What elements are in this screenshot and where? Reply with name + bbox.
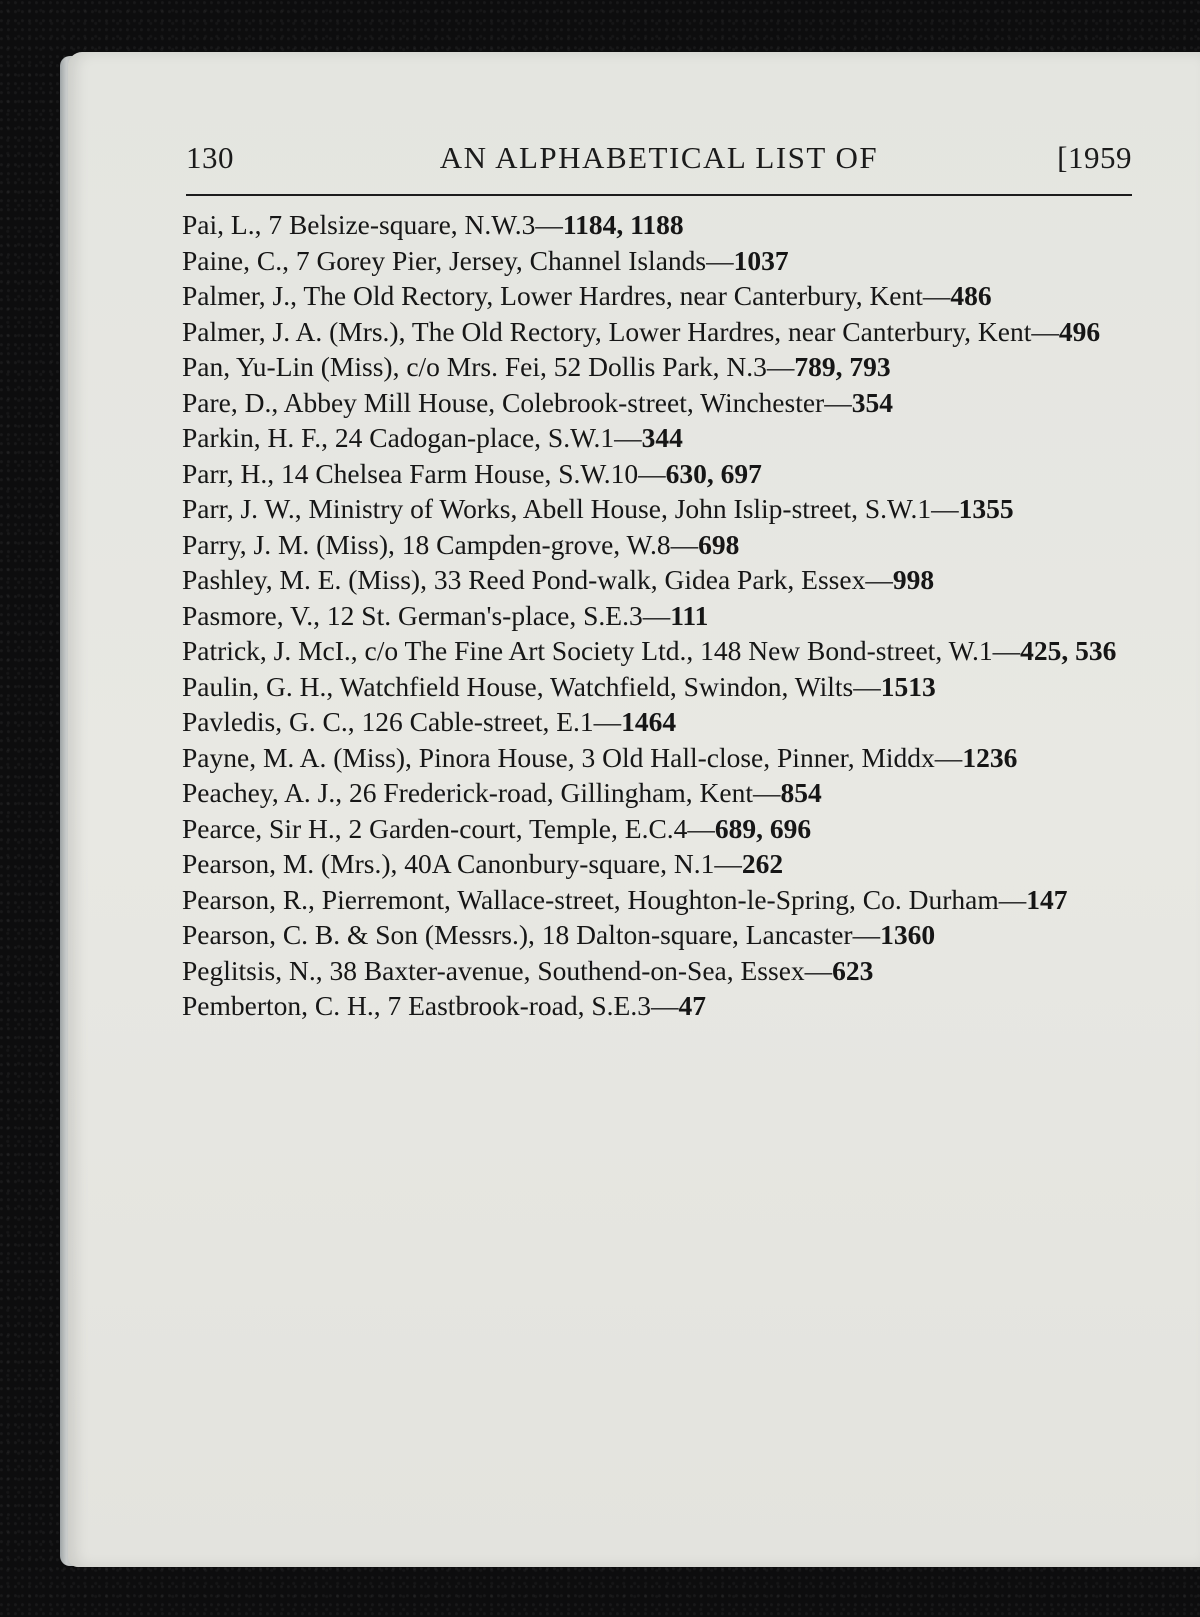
page-title: AN ALPHABETICAL LIST OF [439, 140, 879, 175]
entry-text: Palmer, J., The Old Rectory, Lower Hardres, near Canterbury, Kent— [182, 280, 951, 311]
entry-text: Pan, Yu-Lin (Miss), c/o Mrs. Fei, 52 Dollis Park, N.3— [182, 351, 795, 382]
entry-text: Payne, M. A. (Miss), Pinora House, 3 Old Hall-close, Pinner, Middx— [182, 741, 963, 773]
list-entry [182, 775, 1132, 811]
list-entry [182, 953, 1132, 989]
entry-text: Parry, J. M. (Miss), 18 Campden-grove, W.8— [182, 528, 699, 560]
entry-reference-numbers: 630, 697 [665, 457, 762, 489]
list-entry [182, 385, 1132, 421]
entry-reference-numbers: 111 [670, 599, 709, 631]
entry-reference-numbers: 789, 793 [794, 351, 891, 382]
entry-list [182, 207, 1132, 1024]
entry-text: Pearson, M. (Mrs.), 40A Canonbury-square, N.1— [182, 848, 742, 879]
entry-text: Pavledis, G. C., 126 Cable-street, E.1— [182, 706, 622, 737]
list-entry [182, 243, 1132, 279]
entry-text: Peglitsis, N., 38 Baxter-avenue, Southend-on-Sea, Essex— [182, 954, 833, 986]
list-entry [182, 882, 1132, 918]
entry-reference-numbers: 1513 [880, 670, 936, 702]
entry-text: Pai, L., 7 Belsize-square, N.W.3— [182, 209, 563, 240]
entry-reference-numbers: 1236 [962, 741, 1018, 773]
list-entry [182, 811, 1132, 847]
entry-reference-numbers: 623 [832, 954, 874, 986]
entry-reference-numbers: 698 [698, 528, 740, 560]
entry-reference-numbers: 689, 696 [714, 812, 812, 844]
entry-text: Peachey, A. J., 26 Frederick-road, Gillingham, Kent— [182, 777, 781, 808]
list-entry [182, 704, 1132, 740]
list-entry [182, 420, 1132, 456]
entry-text: Pearson, C. B. & Son (Messrs.), 18 Dalton-square, Lancaster— [182, 919, 881, 950]
entry-reference-numbers: 425, 536 [1020, 635, 1117, 666]
entry-reference-numbers: 1360 [880, 919, 936, 950]
list-entry [182, 598, 1132, 634]
page-number: 130 [186, 140, 234, 175]
list-entry [182, 633, 1132, 669]
entry-reference-numbers: 998 [892, 564, 935, 595]
entry-reference-numbers: 496 [1058, 315, 1101, 347]
entry-reference-numbers: 1184, 1188 [562, 209, 684, 240]
entry-text: Pasmore, V., 12 St. German's-place, S.E.3— [182, 599, 671, 631]
entry-reference-numbers: 486 [950, 280, 992, 311]
entry-text: Parr, J. W., Ministry of Works, Abell House, John Islip-street, S.W.1— [182, 493, 959, 524]
entry-text: Pearce, Sir H., 2 Garden-court, Temple, E.C.4— [182, 812, 715, 844]
list-entry [182, 917, 1132, 953]
entry-text: Pare, D., Abbey Mill House, Colebrook-street, Winchester— [182, 386, 852, 418]
list-entry [182, 527, 1132, 563]
list-entry [182, 278, 1132, 314]
entry-text: Parr, H., 14 Chelsea Farm House, S.W.10— [182, 457, 666, 489]
header-rule [186, 194, 1132, 196]
entry-text: Pashley, M. E. (Miss), 33 Reed Pond-walk, Gidea Park, Essex— [182, 564, 893, 595]
entry-reference-numbers: 854 [780, 777, 822, 808]
entry-reference-numbers: 354 [851, 386, 893, 418]
running-header [186, 140, 1132, 184]
entry-text: Paulin, G. H., Watchfield House, Watchfield, Swindon, Wilts— [182, 670, 881, 702]
list-entry [182, 207, 1132, 243]
list-entry [182, 846, 1132, 882]
entry-text: Paine, C., 7 Gorey Pier, Jersey, Channel Islands— [182, 244, 734, 276]
entry-reference-numbers: 1037 [733, 244, 789, 276]
entry-reference-numbers: 1355 [958, 493, 1014, 524]
entry-reference-numbers: 47 [678, 990, 706, 1021]
header-year: [1959 [1057, 140, 1132, 175]
entry-reference-numbers: 344 [641, 422, 683, 453]
entry-text: Patrick, J. McI., c/o The Fine Art Society Ltd., 148 New Bond-street, W.1— [182, 635, 1021, 666]
entry-text: Palmer, J. A. (Mrs.), The Old Rectory, Lower Hardres, near Canterbury, Kent— [182, 315, 1059, 347]
list-entry [182, 562, 1132, 598]
entry-reference-numbers: 262 [741, 848, 784, 879]
entry-reference-numbers: 1464 [621, 706, 677, 737]
list-entry [182, 988, 1132, 1024]
list-entry [182, 349, 1132, 385]
list-entry [182, 491, 1132, 527]
list-entry [182, 669, 1132, 705]
list-entry [182, 456, 1132, 492]
entry-text: Parkin, H. F., 24 Cadogan-place, S.W.1— [182, 422, 642, 453]
entry-reference-numbers: 147 [1026, 883, 1068, 915]
list-entry [182, 314, 1132, 350]
list-entry [182, 740, 1132, 776]
entry-text: Pearson, R., Pierremont, Wallace-street, Houghton-le-Spring, Co. Durham— [182, 883, 1027, 915]
entry-text: Pemberton, C. H., 7 Eastbrook-road, S.E.3— [182, 990, 679, 1021]
